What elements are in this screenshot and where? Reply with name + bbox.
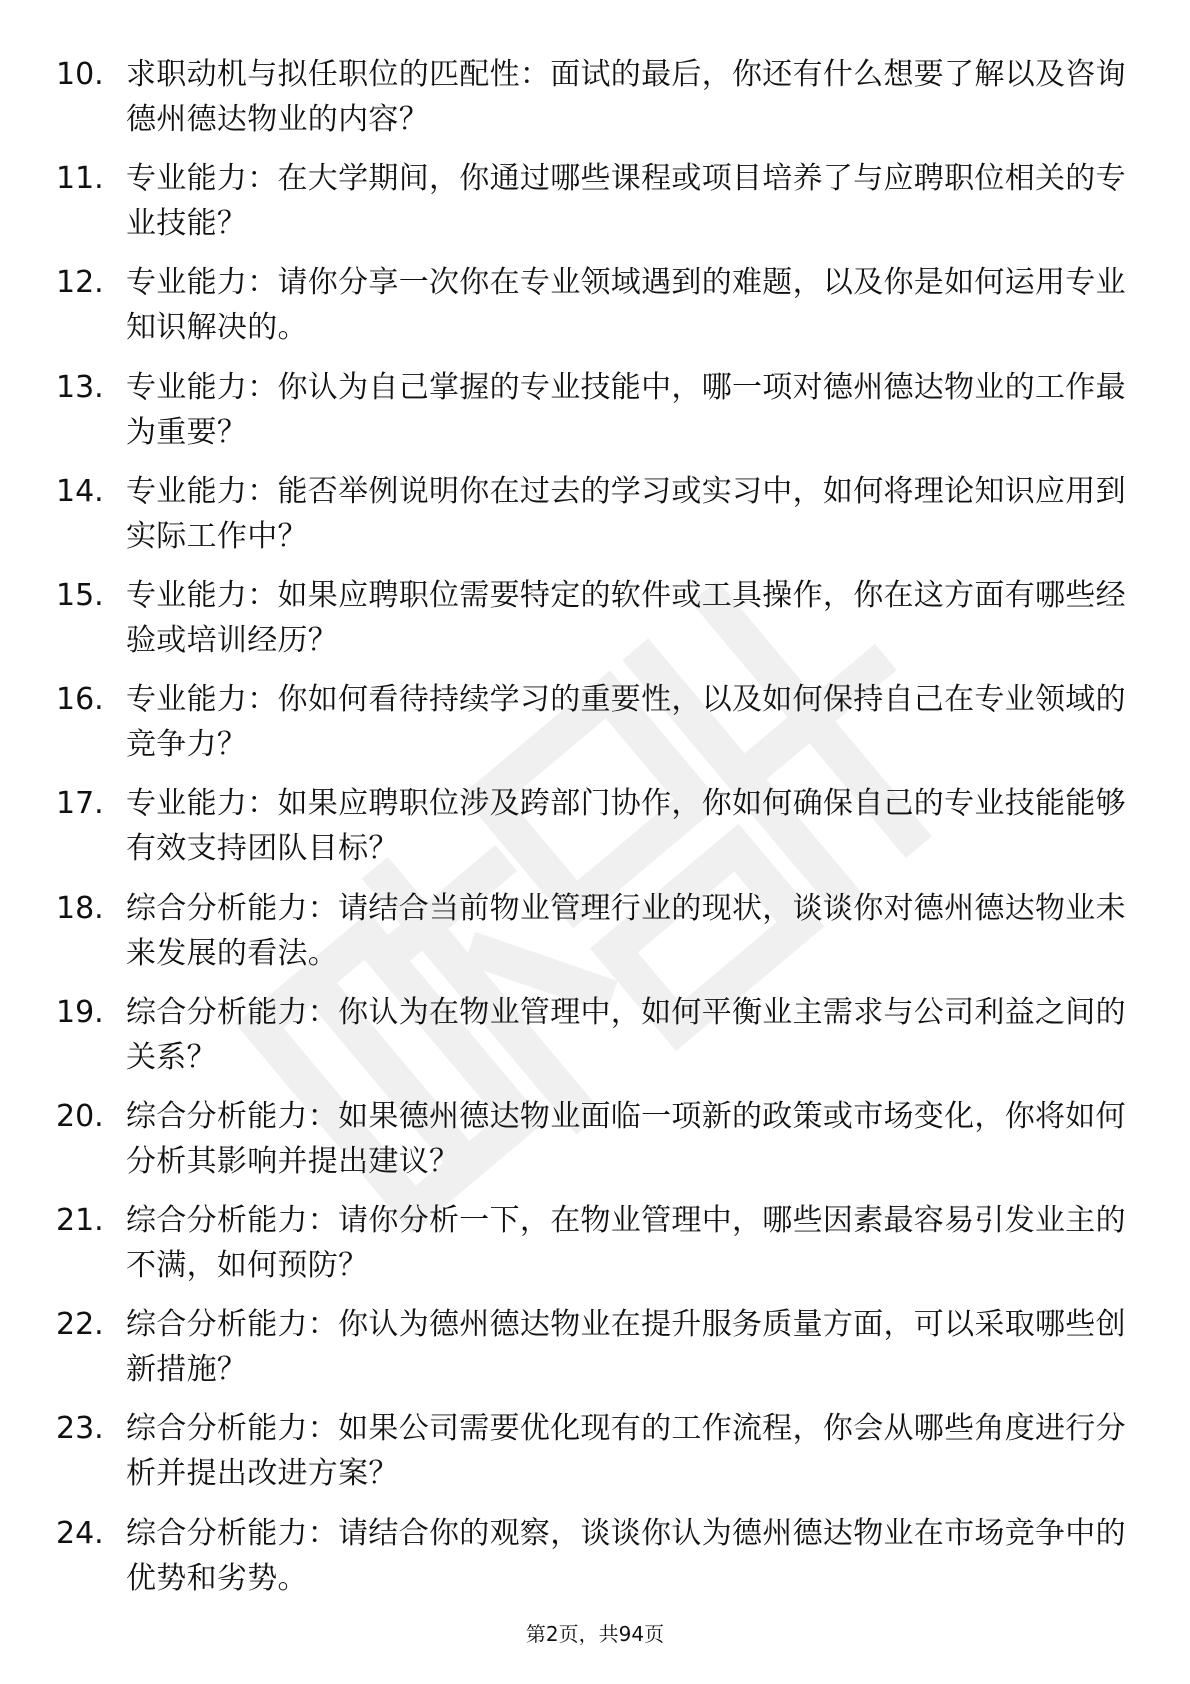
question-item [56, 469, 1136, 573]
question-number: 14. [56, 473, 104, 509]
question-item [56, 1406, 1136, 1510]
question-number: 16. [56, 682, 104, 718]
question-text: 综合分析能力：如果德州德达物业面临一项新的政策或市场变化，你将如何分析其影响并提出建议？ [126, 1098, 1126, 1179]
question-text: 综合分析能力：如果公司需要优化现有的工作流程，你会从哪些角度进行分析并提出改进方案？ [126, 1411, 1126, 1492]
question-number: 13. [56, 369, 104, 405]
question-item [56, 573, 1136, 677]
question-number: 18. [56, 890, 104, 926]
question-text: 综合分析能力：请你分析一下，在物业管理中，哪些因素最容易引发业主的不满，如何预防？ [126, 1203, 1126, 1284]
question-number: 20. [56, 1098, 104, 1134]
question-item [56, 1511, 1136, 1615]
question-number: 23. [56, 1411, 104, 1447]
question-number: 15. [56, 577, 104, 613]
question-number: 17. [56, 786, 104, 822]
question-number: 21. [56, 1203, 104, 1239]
question-item [56, 260, 1136, 364]
question-text: 求职动机与拟任职位的匹配性：面试的最后，你还有什么想要了解以及咨询德州德达物业的内容？ [126, 57, 1126, 137]
question-text: 专业能力：你如何看待持续学习的重要性，以及如何保持自己在专业领域的竞争力？ [126, 682, 1126, 763]
question-item [56, 1302, 1136, 1406]
question-item [56, 781, 1136, 885]
question-text: 综合分析能力：你认为在物业管理中，如何平衡业主需求与公司利益之间的关系？ [126, 994, 1126, 1075]
question-item [56, 52, 1136, 156]
question-text: 专业能力：你认为自己掌握的专业技能中，哪一项对德州德达物业的工作最为重要？ [126, 369, 1126, 450]
question-item [56, 677, 1136, 781]
question-item [56, 1198, 1136, 1302]
question-list [56, 52, 1136, 1615]
question-number: 19. [56, 994, 104, 1030]
question-item [56, 886, 1136, 990]
question-text: 专业能力：在大学期间，你通过哪些课程或项目培养了与应聘职位相关的专业技能？ [126, 161, 1126, 242]
question-text: 综合分析能力：请结合你的观察，谈谈你认为德州德达物业在市场竞争中的优势和劣势。 [126, 1515, 1126, 1596]
question-text: 综合分析能力：你认为德州德达物业在提升服务质量方面，可以采取哪些创新措施？ [126, 1307, 1126, 1388]
question-item [56, 156, 1136, 260]
question-number: 11. [56, 161, 104, 197]
question-text: 综合分析能力：请结合当前物业管理行业的现状，谈谈你对德州德达物业未来发展的看法。 [126, 890, 1126, 971]
question-number: 22. [56, 1307, 104, 1343]
question-item [56, 1094, 1136, 1198]
question-text: 专业能力：请你分享一次你在专业领域遇到的难题，以及你是如何运用专业知识解决的。 [126, 265, 1126, 346]
question-number: 10. [56, 57, 104, 92]
question-number: 12. [56, 265, 104, 301]
question-number: 24. [56, 1515, 104, 1551]
question-item [56, 990, 1136, 1094]
question-item [56, 365, 1136, 469]
page-number: 第2页，共94页 [525, 1622, 665, 1646]
question-text: 专业能力：如果应聘职位需要特定的软件或工具操作，你在这方面有哪些经验或培训经历？ [126, 577, 1126, 658]
question-text: 专业能力：能否举例说明你在过去的学习或实习中，如何将理论知识应用到实际工作中？ [126, 473, 1126, 554]
question-text: 专业能力：如果应聘职位涉及跨部门协作，你如何确保自己的专业技能能够有效支持团队目标？ [126, 786, 1126, 867]
